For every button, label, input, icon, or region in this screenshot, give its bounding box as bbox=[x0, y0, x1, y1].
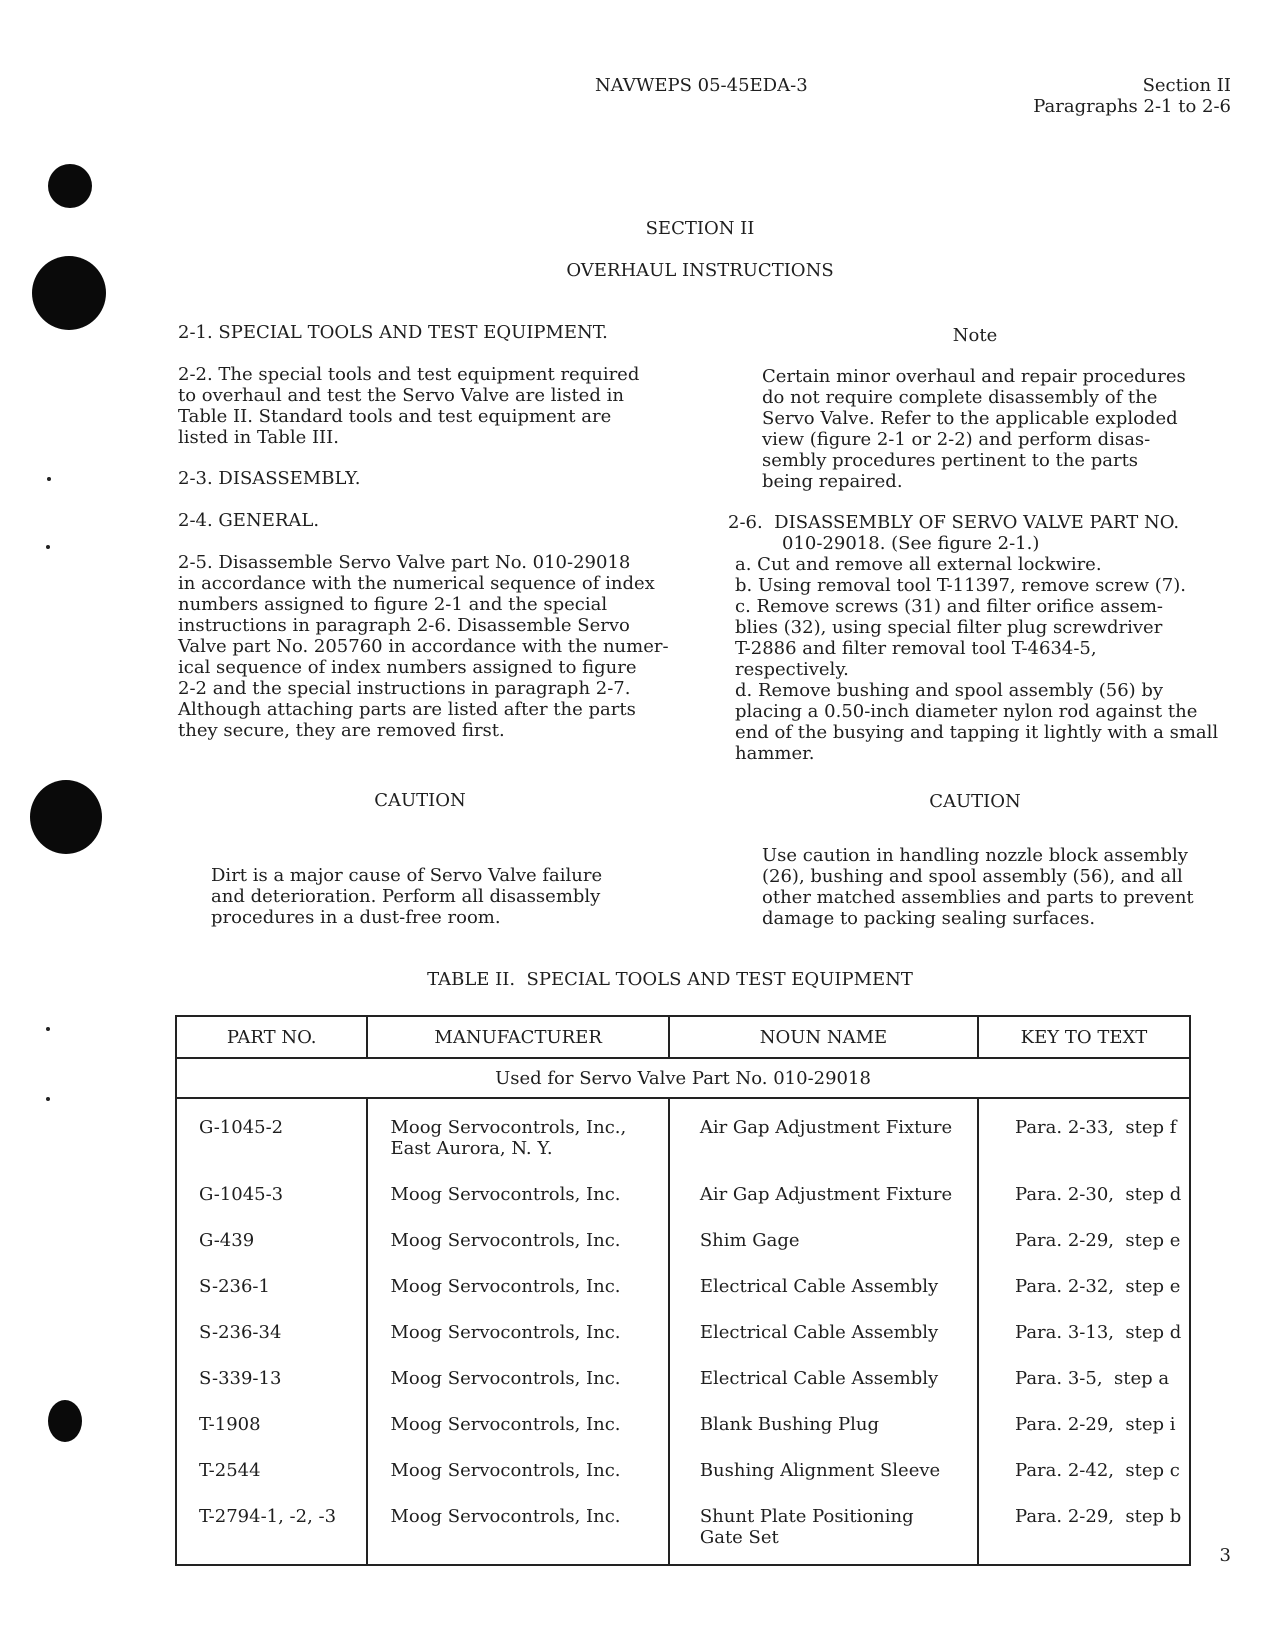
table-title: TABLE II. SPECIAL TOOLS AND TEST EQUIPMENT bbox=[427, 969, 913, 990]
binder-hole-3 bbox=[30, 780, 102, 854]
paragraph-2-6-subheading: 010-29018. (See figure 2-1.) bbox=[782, 533, 1040, 554]
table-row bbox=[176, 1400, 1190, 1446]
cell-noun-name: Air Gap Adjustment Fixture bbox=[669, 1098, 978, 1170]
cell-noun-name: Air Gap Adjustment Fixture bbox=[669, 1170, 978, 1216]
cell-manufacturer: Moog Servocontrols, Inc. bbox=[367, 1216, 668, 1262]
table-row bbox=[176, 1216, 1190, 1262]
cell-noun-name: Shim Gage bbox=[669, 1216, 978, 1262]
table-row bbox=[176, 1492, 1190, 1565]
table-row bbox=[176, 1262, 1190, 1308]
right-caution-title: CAUTION bbox=[929, 791, 1021, 812]
cell-part-no: T-2544 bbox=[176, 1446, 367, 1492]
table-row bbox=[176, 1098, 1190, 1170]
cell-part-no: G-1045-2 bbox=[176, 1098, 367, 1170]
left-caution-text: Dirt is a major cause of Servo Valve failure and deterioration. Perform all disassembly procedures in a dust-free room. bbox=[211, 865, 603, 928]
cell-noun-name: Bushing Alignment Sleeve bbox=[669, 1446, 978, 1492]
cell-part-no: T-2794-1, -2, -3 bbox=[176, 1492, 367, 1565]
note-text: Certain minor overhaul and repair procedures do not require complete disassembly of the Servo Valve. Refer to the applicable exploded view (figure 2-1 or 2-2) and perform disas- sembly procedures pertinent to the parts being repaired. bbox=[762, 366, 1186, 492]
cell-part-no: S-236-34 bbox=[176, 1308, 367, 1354]
cell-manufacturer: Moog Servocontrols, Inc. bbox=[367, 1354, 668, 1400]
cell-part-no: T-1908 bbox=[176, 1400, 367, 1446]
col-header-noun-name: NOUN NAME bbox=[669, 1016, 978, 1058]
cell-key-to-text: Para. 2-33, step f bbox=[978, 1098, 1190, 1170]
special-tools-table bbox=[175, 1015, 1191, 1566]
speck bbox=[46, 1027, 50, 1031]
table-subheader-row bbox=[176, 1058, 1190, 1098]
step-d: d. Remove bushing and spool assembly (56) by placing a 0.50-inch diameter nylon rod against the end of the busying and tapping it lightly with a small hammer. bbox=[735, 680, 1219, 764]
cell-key-to-text: Para. 2-29, step i bbox=[978, 1400, 1190, 1446]
cell-key-to-text: Para. 2-30, step d bbox=[978, 1170, 1190, 1216]
page-header-section: Section II bbox=[1142, 75, 1231, 96]
table-row bbox=[176, 1170, 1190, 1216]
binder-hole-4 bbox=[48, 1400, 82, 1442]
col-header-part-no: PART NO. bbox=[176, 1016, 367, 1058]
col-header-key-to-text: KEY TO TEXT bbox=[978, 1016, 1190, 1058]
cell-key-to-text: Para. 3-5, step a bbox=[978, 1354, 1190, 1400]
cell-noun-name: Electrical Cable Assembly bbox=[669, 1262, 978, 1308]
speck bbox=[46, 1097, 50, 1101]
cell-part-no: S-236-1 bbox=[176, 1262, 367, 1308]
paragraph-2-4: 2-4. GENERAL. bbox=[178, 510, 320, 531]
step-b: b. Using removal tool T-11397, remove screw (7). bbox=[735, 575, 1186, 596]
cell-manufacturer: Moog Servocontrols, Inc. bbox=[367, 1170, 668, 1216]
cell-key-to-text: Para. 2-32, step e bbox=[978, 1262, 1190, 1308]
table-row bbox=[176, 1354, 1190, 1400]
cell-key-to-text: Para. 2-29, step b bbox=[978, 1492, 1190, 1565]
speck bbox=[46, 545, 50, 549]
section-heading: OVERHAUL INSTRUCTIONS bbox=[566, 260, 834, 281]
col-header-manufacturer: MANUFACTURER bbox=[367, 1016, 668, 1058]
table-subheader: Used for Servo Valve Part No. 010-29018 bbox=[176, 1058, 1190, 1098]
paragraph-2-6-heading: 2-6. DISASSEMBLY OF SERVO VALVE PART NO. bbox=[728, 512, 1180, 533]
table-row bbox=[176, 1308, 1190, 1354]
page-header-paragraphs: Paragraphs 2-1 to 2-6 bbox=[1033, 96, 1231, 117]
cell-key-to-text: Para. 2-29, step e bbox=[978, 1216, 1190, 1262]
cell-key-to-text: Para. 2-42, step c bbox=[978, 1446, 1190, 1492]
cell-key-to-text: Para. 3-13, step d bbox=[978, 1308, 1190, 1354]
cell-manufacturer: Moog Servocontrols, Inc. bbox=[367, 1308, 668, 1354]
cell-noun-name: Blank Bushing Plug bbox=[669, 1400, 978, 1446]
paragraph-2-6 bbox=[728, 512, 1228, 764]
cell-manufacturer: Moog Servocontrols, Inc. bbox=[367, 1400, 668, 1446]
cell-noun-name: Electrical Cable Assembly bbox=[669, 1308, 978, 1354]
cell-part-no: G-1045-3 bbox=[176, 1170, 367, 1216]
cell-part-no: G-439 bbox=[176, 1216, 367, 1262]
left-caution-title: CAUTION bbox=[374, 790, 466, 811]
section-title: SECTION II bbox=[645, 218, 755, 239]
step-a: a. Cut and remove all external lockwire. bbox=[735, 554, 1102, 575]
cell-part-no: S-339-13 bbox=[176, 1354, 367, 1400]
cell-manufacturer: Moog Servocontrols, Inc., East Aurora, N. Y. bbox=[367, 1098, 668, 1170]
binder-hole-1 bbox=[48, 164, 92, 208]
paragraph-2-2: 2-2. The special tools and test equipment required to overhaul and test the Servo Valve are listed in Table II. Standard tools and test equipment are listed in Table III. bbox=[178, 364, 640, 448]
paragraph-2-3: 2-3. DISASSEMBLY. bbox=[178, 468, 361, 489]
cell-manufacturer: Moog Servocontrols, Inc. bbox=[367, 1492, 668, 1565]
right-caution-text: Use caution in handling nozzle block assembly (26), bushing and spool assembly (56), and all other matched assemblies and parts to prevent damage to packing sealing surfaces. bbox=[762, 845, 1194, 929]
cell-manufacturer: Moog Servocontrols, Inc. bbox=[367, 1446, 668, 1492]
note-title: Note bbox=[952, 325, 998, 346]
speck bbox=[47, 477, 51, 481]
page-number: 3 bbox=[1219, 1545, 1231, 1566]
page-header-doc-number: NAVWEPS 05-45EDA-3 bbox=[595, 75, 808, 96]
paragraph-2-5: 2-5. Disassemble Servo Valve part No. 010-29018 in accordance with the numerical sequence of index numbers assigned to figure 2-1 and the special instructions in paragraph 2-6. Disassemble Servo Valve part No. 205760 in accordance with the numer- ical sequence of index numbers assigned to figure 2-2 and the special instructions in paragraph 2-7. Although attaching parts are listed after the parts they secure, they are removed first. bbox=[178, 552, 669, 741]
cell-manufacturer: Moog Servocontrols, Inc. bbox=[367, 1262, 668, 1308]
table-header-row bbox=[176, 1016, 1190, 1058]
table-row bbox=[176, 1446, 1190, 1492]
paragraph-2-1: 2-1. SPECIAL TOOLS AND TEST EQUIPMENT. bbox=[178, 322, 608, 343]
cell-noun-name: Electrical Cable Assembly bbox=[669, 1354, 978, 1400]
cell-noun-name: Shunt Plate Positioning Gate Set bbox=[669, 1492, 978, 1565]
step-c: c. Remove screws (31) and filter orifice assem- blies (32), using special filter plug screwdriver T-2886 and filter removal tool T-4634-5, respectively. bbox=[735, 596, 1164, 680]
